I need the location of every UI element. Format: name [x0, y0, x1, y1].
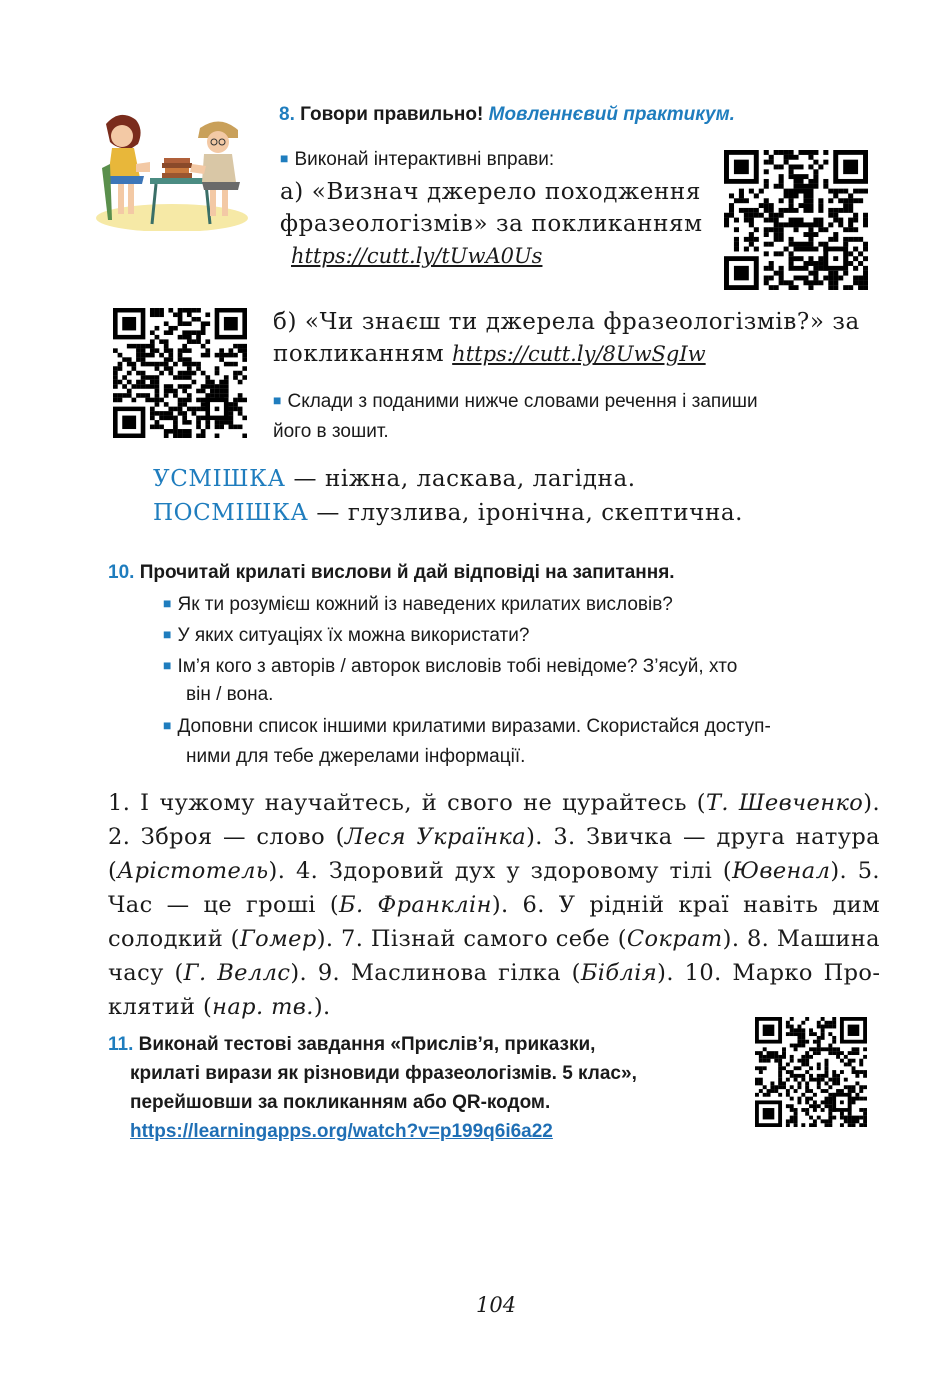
quote-close: ). [491, 892, 523, 918]
quote-text: 5. Час — це гроші ( [108, 858, 880, 918]
bullet-icon: ■ [280, 150, 289, 166]
exercise-number: 10. [108, 562, 135, 583]
word-usmishka: УСМІШКА [153, 466, 286, 492]
quote-item [108, 790, 880, 816]
task-b-line-1: б) «Чи знаєш ти джерела фразеологізмів?» за [273, 309, 860, 335]
task-b-line-2 [273, 341, 706, 367]
quote-close: ). [526, 824, 554, 850]
exercise-number: 11. [108, 1034, 134, 1055]
quote-text: 3. Звичка — друга натура ( [108, 824, 881, 884]
bullet-text-continued: його в зошит. [273, 421, 389, 442]
bullet-icon: ■ [163, 717, 172, 733]
task-a-line-1: а) «Визнач джерело походження [280, 179, 701, 205]
bullet-text: Склади з поданими нижче словами речення і запиши [287, 391, 758, 412]
quote-item [296, 858, 858, 884]
qr-code-icon[interactable] [113, 308, 247, 438]
exercise-number: 8. [279, 104, 295, 125]
quote-text: 7. Пізнай самого себе ( [341, 926, 627, 952]
task-a-line-2: фразеологізмів» за покликанням [280, 211, 703, 237]
quote-author: Б. Франклін [339, 892, 492, 918]
bullet-item [280, 149, 554, 171]
quote-close: ). [830, 858, 858, 884]
question-text: Доповни список іншими крилатими виразами. Скористайся доступ- [177, 716, 771, 737]
quote-close: ). [863, 790, 880, 816]
quote-close: ). [313, 994, 331, 1020]
quote-author: Гомер [239, 926, 317, 952]
task-a-url[interactable]: https://cutt.ly/tUwA0Us [291, 244, 543, 268]
girls-reading-illustration [92, 106, 252, 231]
bullet-icon: ■ [273, 392, 282, 408]
task-a-link[interactable] [291, 244, 542, 268]
exercise-11-link-row [108, 1117, 637, 1146]
quote-item [318, 960, 685, 986]
qr-code-icon[interactable] [724, 150, 868, 290]
quote-author: Сократ [626, 926, 723, 952]
quote-text: 2. Зброя — слово ( [108, 824, 345, 850]
bullet-icon: ■ [163, 595, 172, 611]
exercise-title: Говори правильно! [300, 104, 484, 125]
question-text: Ім’я кого з авторів / авторок висловів тобі невідоме? З’ясуй, хто [177, 656, 738, 677]
question-text: Як ти розумієш кожний із наведених крилатих висловів? [177, 594, 673, 615]
word-definition-1 [153, 466, 636, 492]
quote-close: ). [722, 926, 747, 952]
quote-author: нар. тв. [212, 994, 314, 1020]
word-posmishka-description: — глузлива, іронічна, скептична. [308, 500, 744, 526]
quote-author: Г. Веллс [183, 960, 291, 986]
word-usmishka-description: — ніжна, ласкава, лагідна. [285, 466, 636, 492]
quote-text: 8. Машина часу ( [108, 926, 880, 986]
quote-close: ). [290, 960, 318, 986]
quote-author: Т. Шевченко [705, 790, 864, 816]
exercise-subtitle: Мовленнєвий практикум. [488, 104, 735, 125]
quote-text: 4. Здоровий дух у здоровому тілі ( [295, 858, 733, 884]
exercise-11-line-3: перейшовши за покликанням або QR-кодом. [130, 1092, 551, 1113]
exercise-11-line-2: крилаті вирази як різновиди фразеологізмів. 5 клас», [130, 1063, 637, 1084]
bullet-text: Виконай інтерактивні вправи: [294, 149, 555, 170]
question-4 [163, 716, 771, 738]
quotes-paragraph [108, 786, 880, 1024]
quote-close: ). [268, 858, 296, 884]
question-3 [163, 656, 737, 678]
quote-author: Арістотель [117, 858, 269, 884]
task-b-text: покликанням [273, 341, 445, 367]
qr-code-icon[interactable] [755, 1017, 867, 1127]
bullet-item [273, 391, 758, 413]
exercise-10-title [108, 562, 675, 584]
bullet-icon: ■ [163, 626, 172, 642]
exercise-11-text-1: Виконай тестові завдання «Прислів’я, приказки, [138, 1034, 596, 1055]
question-2 [163, 625, 529, 647]
question-1 [163, 594, 673, 616]
question-3-continued: він / вона. [186, 684, 274, 705]
bullet-icon: ■ [163, 657, 172, 673]
quote-close: ). [316, 926, 342, 952]
quote-close: ). [657, 960, 685, 986]
quote-item [341, 926, 747, 952]
quote-text: 9. Маслинова гілка ( [317, 960, 581, 986]
word-definition-2 [153, 500, 743, 526]
quote-item [108, 824, 553, 850]
exercise-8-title [279, 104, 735, 126]
exercise-title: Прочитай крилаті вислови й дай відповіді на запитання. [139, 562, 675, 583]
question-4-continued: ними для тебе джерелами інформації. [186, 746, 526, 767]
quote-author: Біблія [580, 960, 658, 986]
page-number: 104 [476, 1293, 517, 1317]
quote-text: 10. Марко Проклятий ( [108, 960, 880, 1020]
quote-text: 1. І чужому научайтесь, й свого не цурайтесь ( [108, 790, 706, 816]
exercise-11-line-1 [108, 1030, 637, 1059]
quote-text: 6. У рідній краї навіть дим солодкий ( [108, 892, 880, 952]
learningapps-link[interactable]: https://learningapps.org/watch?v=p199q6i6a22 [130, 1121, 553, 1142]
quote-author: Леся Українка [344, 824, 527, 850]
question-text: У яких ситуаціях їх можна використати? [177, 625, 530, 646]
task-b-link[interactable]: https://cutt.ly/8UwSgIw [452, 342, 706, 366]
quote-author: Ювенал [732, 858, 831, 884]
word-posmishka: ПОСМІШКА [153, 500, 309, 526]
exercise-11 [108, 1030, 637, 1146]
